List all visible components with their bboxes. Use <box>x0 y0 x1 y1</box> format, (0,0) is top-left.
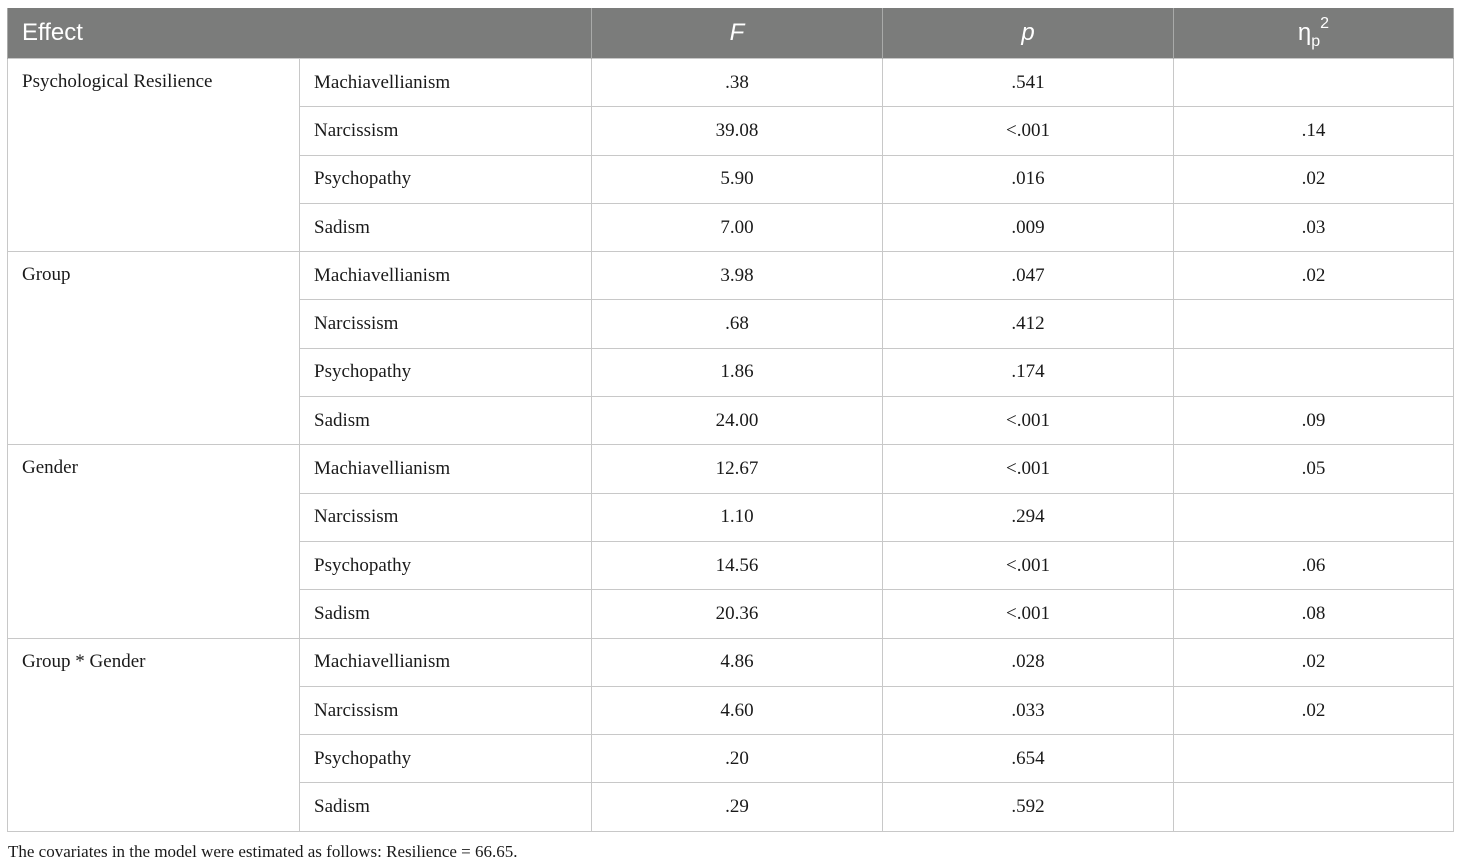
results-table <box>7 8 1454 832</box>
p-value-cell: <.001 <box>883 541 1174 589</box>
measure-cell: Narcissism <box>300 107 592 155</box>
f-value-cell: 5.90 <box>592 155 883 203</box>
results-table-container <box>7 8 1453 832</box>
header-f: F <box>592 8 883 59</box>
eta-value-cell: .02 <box>1174 155 1454 203</box>
p-value-cell: .541 <box>883 59 1174 107</box>
measure-cell: Machiavellianism <box>300 252 592 300</box>
measure-cell: Psychopathy <box>300 155 592 203</box>
measure-cell: Psychopathy <box>300 348 592 396</box>
table-row <box>8 638 1454 686</box>
f-value-cell: 3.98 <box>592 252 883 300</box>
effect-cell: Gender <box>8 445 300 638</box>
f-value-cell: 1.10 <box>592 493 883 541</box>
p-value-cell: .028 <box>883 638 1174 686</box>
measure-cell: Narcissism <box>300 686 592 734</box>
eta-value-cell: .09 <box>1174 397 1454 445</box>
p-value-cell: .174 <box>883 348 1174 396</box>
table-row <box>8 59 1454 107</box>
p-value-cell: <.001 <box>883 445 1174 493</box>
measure-cell: Sadism <box>300 590 592 638</box>
table-footnote: The covariates in the model were estimated as follows: Resilience = 66.65. <box>8 842 518 861</box>
header-effect: Effect <box>8 8 592 59</box>
header-row <box>8 8 1454 59</box>
measure-cell: Machiavellianism <box>300 445 592 493</box>
eta-value-cell: .06 <box>1174 541 1454 589</box>
eta-value-cell <box>1174 59 1454 107</box>
p-value-cell: .047 <box>883 252 1174 300</box>
p-value-cell: .412 <box>883 300 1174 348</box>
f-value-cell: 12.67 <box>592 445 883 493</box>
eta-value-cell: .02 <box>1174 252 1454 300</box>
eta-value-cell: .14 <box>1174 107 1454 155</box>
p-value-cell: .294 <box>883 493 1174 541</box>
f-value-cell: .38 <box>592 59 883 107</box>
p-value-cell: <.001 <box>883 397 1174 445</box>
p-value-cell: <.001 <box>883 107 1174 155</box>
measure-cell: Machiavellianism <box>300 638 592 686</box>
f-value-cell: 7.00 <box>592 203 883 251</box>
table-row <box>8 445 1454 493</box>
table-row <box>8 252 1454 300</box>
measure-cell: Narcissism <box>300 300 592 348</box>
effect-cell: Group <box>8 252 300 445</box>
eta-symbol: η <box>1297 19 1312 46</box>
measure-cell: Sadism <box>300 203 592 251</box>
p-value-cell: .009 <box>883 203 1174 251</box>
eta-value-cell <box>1174 493 1454 541</box>
eta-value-cell: .08 <box>1174 590 1454 638</box>
p-value-cell: .033 <box>883 686 1174 734</box>
f-value-cell: 24.00 <box>592 397 883 445</box>
eta-value-cell: .05 <box>1174 445 1454 493</box>
p-value-cell: .592 <box>883 783 1174 831</box>
f-value-cell: 39.08 <box>592 107 883 155</box>
measure-cell: Psychopathy <box>300 541 592 589</box>
header-eta-squared <box>1174 8 1454 59</box>
effect-cell: Group * Gender <box>8 638 300 831</box>
measure-cell: Machiavellianism <box>300 59 592 107</box>
eta-value-cell: .02 <box>1174 638 1454 686</box>
eta-value-cell: .02 <box>1174 686 1454 734</box>
measure-cell: Sadism <box>300 783 592 831</box>
f-value-cell: 14.56 <box>592 541 883 589</box>
p-value-cell: <.001 <box>883 590 1174 638</box>
p-value-cell: .654 <box>883 735 1174 783</box>
eta-superscript: 2 <box>1320 15 1330 32</box>
f-value-cell: .29 <box>592 783 883 831</box>
measure-cell: Narcissism <box>300 493 592 541</box>
measure-cell: Psychopathy <box>300 735 592 783</box>
f-value-cell: 4.86 <box>592 638 883 686</box>
f-value-cell: .68 <box>592 300 883 348</box>
eta-value-cell <box>1174 735 1454 783</box>
f-value-cell: 4.60 <box>592 686 883 734</box>
f-value-cell: 20.36 <box>592 590 883 638</box>
effect-cell: Psychological Resilience <box>8 59 300 252</box>
eta-value-cell: .03 <box>1174 203 1454 251</box>
f-value-cell: .20 <box>592 735 883 783</box>
f-value-cell: 1.86 <box>592 348 883 396</box>
measure-cell: Sadism <box>300 397 592 445</box>
eta-value-cell <box>1174 300 1454 348</box>
eta-value-cell <box>1174 348 1454 396</box>
eta-subscript: p <box>1311 33 1321 50</box>
p-value-cell: .016 <box>883 155 1174 203</box>
header-p: p <box>883 8 1174 59</box>
eta-value-cell <box>1174 783 1454 831</box>
